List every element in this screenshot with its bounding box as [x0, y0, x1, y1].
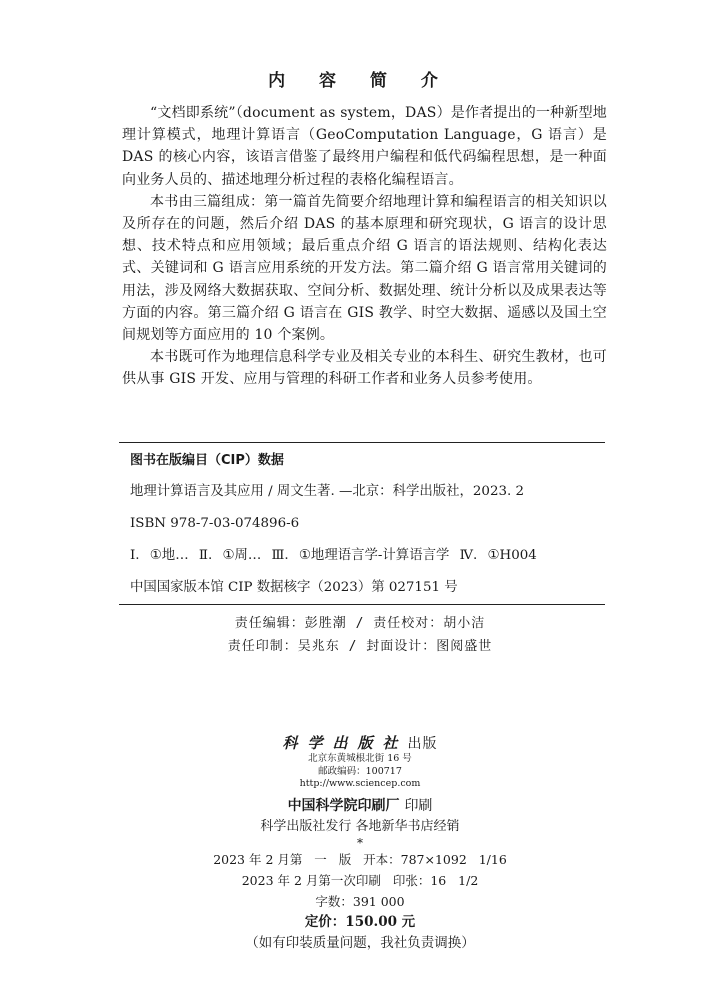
separator-star: *: [357, 835, 363, 850]
abstract-paragraph: “文档即系统”（document as system，DAS）是作者提出的一种新型地理计算模式，地理计算语言（GeoComputation Language，G 语言）是 DAS 的核心内容，该语言借鉴了最终用户编程和低代码编程思想，是一种面向业务人员的、描述地理分析过程的表格化编程语言。: [122, 105, 607, 188]
edition-line: 2023 年 2 月第 一 版 开本：787×1092 1/16: [213, 851, 507, 867]
staff-credits: [0, 612, 720, 658]
distribution-line: 科学出版社发行 各地新华书店经销: [260, 818, 460, 834]
publisher-name: [0, 732, 720, 753]
printer-logo-text: 中国科学院印刷厂: [287, 797, 400, 814]
abstract-section: [122, 102, 607, 391]
cip-entry: 地理计算语言及其应用 / 周文生著. —北京：科学出版社，2023. 2: [130, 484, 525, 499]
publisher-postcode: 邮政编码：100717: [318, 765, 402, 777]
staff-line-editor: 责任编辑：彭胜潮 / 责任校对：胡小洁: [234, 616, 486, 631]
printing-line: 2023 年 2 月第一次印刷 印张：16 1/2: [241, 872, 479, 888]
cip-heading: 图书在版编目（CIP）数据: [130, 453, 284, 468]
page-title: 内 容 简 介: [268, 71, 452, 91]
word-count: 字数：391 000: [315, 893, 405, 909]
publisher-logo-text: 科学出版社: [282, 734, 408, 752]
publisher-address: 北京东黄城根北街 16 号: [308, 753, 412, 764]
price: 定价：150.00 元: [304, 913, 416, 930]
cip-block: [130, 452, 610, 602]
abstract-paragraph: 本书既可作为地理信息科学专业及相关专业的本科生、研究生教材，也可供从事 GIS 开发、应用与管理的科研工作者和业务人员参考使用。: [122, 349, 607, 388]
cip-isbn: ISBN 978-7-03-074896-6: [130, 516, 300, 531]
cip-bottom-rule: [119, 604, 605, 605]
printer-name: [0, 795, 720, 817]
cip-top-rule: [119, 442, 605, 443]
quality-note: （如有印装质量问题，我社负责调换）: [245, 934, 475, 951]
staff-line-production: 责任印制：吴兆东 / 封面设计：图阅盛世: [227, 639, 493, 654]
publisher-block: [0, 732, 720, 954]
cip-classification: Ⅰ. ①地… Ⅱ. ①周… Ⅲ. ①地理语言学-计算语言学 Ⅳ. ①H004: [130, 548, 537, 563]
cip-record-number: 中国国家版本馆 CIP 数据核字（2023）第 027151 号: [130, 580, 458, 595]
publisher-suffix: 出版: [407, 736, 438, 752]
printer-suffix: 印刷: [404, 797, 433, 814]
abstract-paragraph: 本书由三篇组成：第一篇首先简要介绍地理计算和编程语言的相关知识以及所存在的问题，然后介绍 DAS 的基本原理和研究现状，G 语言的设计思想、技术特点和应用领域；最后重点介绍 G 语言的语法规则、结构化表达式、关键词和 G 语言应用系统的开发方法。第二篇介绍 G 语言常用关键词的用法，涉及网络大数据获取、空间分析、数据处理、统计分析以及成果表达等方面的内容。第三篇介绍 G 语言在 GIS 教学、时空大数据、遥感以及国土空间规划等方面应用的 10 个案例。: [122, 193, 607, 344]
publisher-url: http://www.sciencep.com: [299, 778, 421, 789]
